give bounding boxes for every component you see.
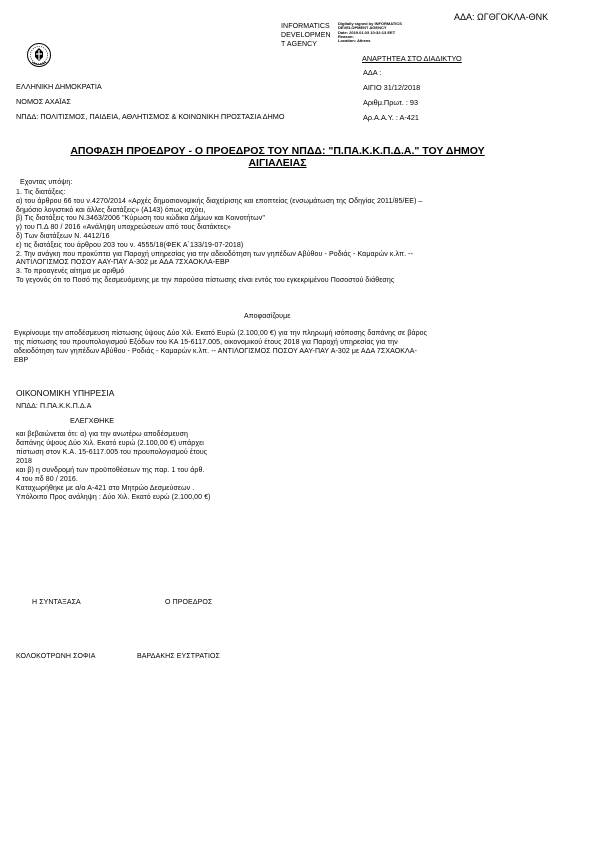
posted-notice: ΑΝΑΡΤΗΤΕΑ ΣΤΟ ΔΙΑΔΙΚΤΥΟ [362,54,462,63]
list-item: γ) του Π.Δ 80 / 2016 «Ανάληψη υποχρεώσεων από τους διατάκτες» [16,224,231,232]
composer-name: ΚΟΛΟΚΟΤΡΩΝΗ ΣΟΦΙΑ [16,653,96,660]
signature-line: Location: Athens [338,38,371,44]
title-line: ΑΙΓΙΑΛΕΙΑΣ [248,157,307,169]
list-item: ΑΝΤΙΛΟΓΙΣΜΟΣ ΠΟΣΟΥ ΑΑΥ-ΠΑΥ Α-302 με ΑΔΑ 7ΣΧΑΟΚΛΑ-ΕΒΡ [16,259,230,267]
aay-number: Αρ.Α.Α.Υ. : Α-421 [363,113,419,122]
signer-org [281,22,331,49]
president-name: ΒΑΡΔΑΚΗΣ ΕΥΣΤΡΑΤΙΟΣ [137,653,220,660]
signature-block [281,22,331,49]
signature-line: Digitally signed by INFORMATICS [338,21,402,26]
signature-line: Date: 2019.01.03 10:32:13 EET [338,29,396,35]
ada-code: ΑΔΑ: ΩΓΘΓΟΚΛΑ-ΘΝΚ [454,12,549,22]
president-label: Ο ΠΡΟΕΔΡΟΣ [165,599,213,606]
financial-line: πίστωση στον Κ.Α. 15-6117.005 του προυπολογισμού έτους [16,449,208,456]
financial-line: και βεβαιώνεται ότι: α) για την ανωτέρω αποδέσμευση [16,431,189,438]
signature-details [338,22,402,43]
list-item: α) του άρθρου 66 του ν.4270/2014 «Αρχές δημοσιονομικής διαχείρισης και εποπτείας (ενσωμάτωση της Οδηγίας 2011/85/ΕΕ) – [16,197,423,205]
list-item: ε) τις διατάξεις του άρθρου 203 του ν. 4555/18(ΦΕΚ Α΄133/19-07-2018) [16,241,244,249]
signer-org-line: INFORMATICS [281,23,330,30]
signature-line: DEVELOPMENT AGENCY [338,25,387,31]
considering-list [16,189,423,286]
decision-line: αδειοδότηση των γηπέδων Αβύθου - Ροδιάς - Καμαρών κ.λπ. -- ΑΝΤΙΛΟΓΙΣΜΟΣ ΠΟΣΟΥ ΑΑΥ-ΠΑΥ Α-302 με ΑΔΑ 7ΣΧΑΟΚΛΑ- [14,348,417,355]
decision-line: της πίστωσης του προυπολογισμού Εξόδων του ΚΑ 15-6117.005, οικονομικού έτους 2018 για Παροχή υπηρεσίας για την [14,339,398,346]
list-item: 1. Τις διατάξεις: [16,189,66,196]
entity-label: ΝΠΔΔ: ΠΟΛΙΤΙΣΜΟΣ, ΠΑΙΔΕΙΑ, ΑΘΛΗΤΙΣΜΟΣ & ΚΟΙΝΩΝΙΚΗ ΠΡΟΣΤΑΣΙΑ ΔΗΜΟ [16,112,285,121]
decision-line: ΕΒΡ [14,357,29,364]
country-label: ΕΛΛΗΝΙΚΗ ΔΗΜΟΚΡΑΤΙΑ [16,82,102,91]
financial-line: δαπάνης ύψους Δύο Χιλ. Εκατό ευρώ (2.100,00 €) υπάρχει [16,440,204,447]
signer-org-line: DEVELOPMEN [281,32,331,39]
coat-of-arms-icon [26,42,52,68]
signature-line: Reason: [338,33,354,39]
decide-heading: Αποφασίζουμε [244,313,291,320]
list-item: 2. Την ανάγκη που προκύπτει για Παροχή υπηρεσίας για την αδειοδότηση των γηπέδων Αβύθου - Ροδιάς - Καμαρών κ.λπ. -- [16,250,414,258]
list-item: δ) Των διατάξεων Ν. 4412/16 [16,232,110,240]
list-item: δημόσιο λογιστικό και άλλες διατάξεις» (Α143) όπως ισχύει, [16,206,206,214]
prefecture-label: ΝΟΜΟΣ ΑΧΑΪΑΣ [16,97,71,106]
financial-service-heading: ΟΙΚΟΝΟΜΙΚΗ ΥΠΗΡΕΣΙΑ [16,388,115,398]
financial-line: και β) η συνδρομή των προϋποθέσεων της παρ. 1 του άρθ. [16,467,205,474]
financial-line: 2018 [16,458,32,465]
checked-label: ΕΛΕΓΧΘΗΚΕ [70,416,115,425]
header-left [16,82,285,121]
financial-service-entity: ΝΠΔΔ: Π.ΠΑ.Κ.Κ.Π.Δ.Α [16,403,92,410]
considering-heading: Εχοντας υπόψη: [20,179,73,186]
composer-label: Η ΣΥΝΤΑΞΑΣΑ [32,599,81,606]
list-item: Το γεγονός ότι το Ποσό της δεσμευόμενης με την παρούσα πίστωσης είναι εντός του εγκεκριμένου Ποσοστού διάθεσης [16,276,395,284]
financial-line: Υπόλοιπο Προς ανάληψη : Δύο Χιλ. Εκατό ευρώ (2.100,00 €) [16,494,211,501]
list-item: 3. Το προαγενές αίτημα με αριθμό [16,268,125,276]
decision-line: Εγκρίνουμε την αποδέσμευση πίστωσης ύψους Δύο Χιλ. Εκατό Ευρώ (2.100,00 €) για την πληρωμή ισόποσης δαπάνης σε βάρος [14,330,428,337]
list-item: β) Τις διατάξεις του Ν.3463/2006 "Κύρωση του κώδικα Δήμων και Κοινοτήτων" [16,215,265,223]
signer-org-line: T AGENCY [281,41,318,48]
header-right [363,68,420,122]
ada-field: ΑΔΑ : [363,68,382,77]
protocol-number: Αριθμ.Πρωτ. : 93 [363,98,419,107]
financial-service-text [16,430,211,502]
financial-line: 4 του πδ 80 / 2016. [16,476,78,483]
date-field: ΑΙΓΙΟ 31/12/2018 [363,83,421,92]
page-title [20,145,535,169]
decision-text [14,329,427,365]
financial-line: Καταχωρήθηκε με α/α Α-421 στο Μητρώο Δεσμεύσεων . [16,485,195,492]
title-line: ΑΠΟΦΑΣΗ ΠΡΟΕΔΡΟΥ - Ο ΠΡΟΕΔΡΟΣ ΤΟΥ ΝΠΔΔ: "Π.ΠΑ.Κ.Κ.Π.Δ.Α." ΤΟΥ ΔΗΜΟΥ [70,145,485,157]
